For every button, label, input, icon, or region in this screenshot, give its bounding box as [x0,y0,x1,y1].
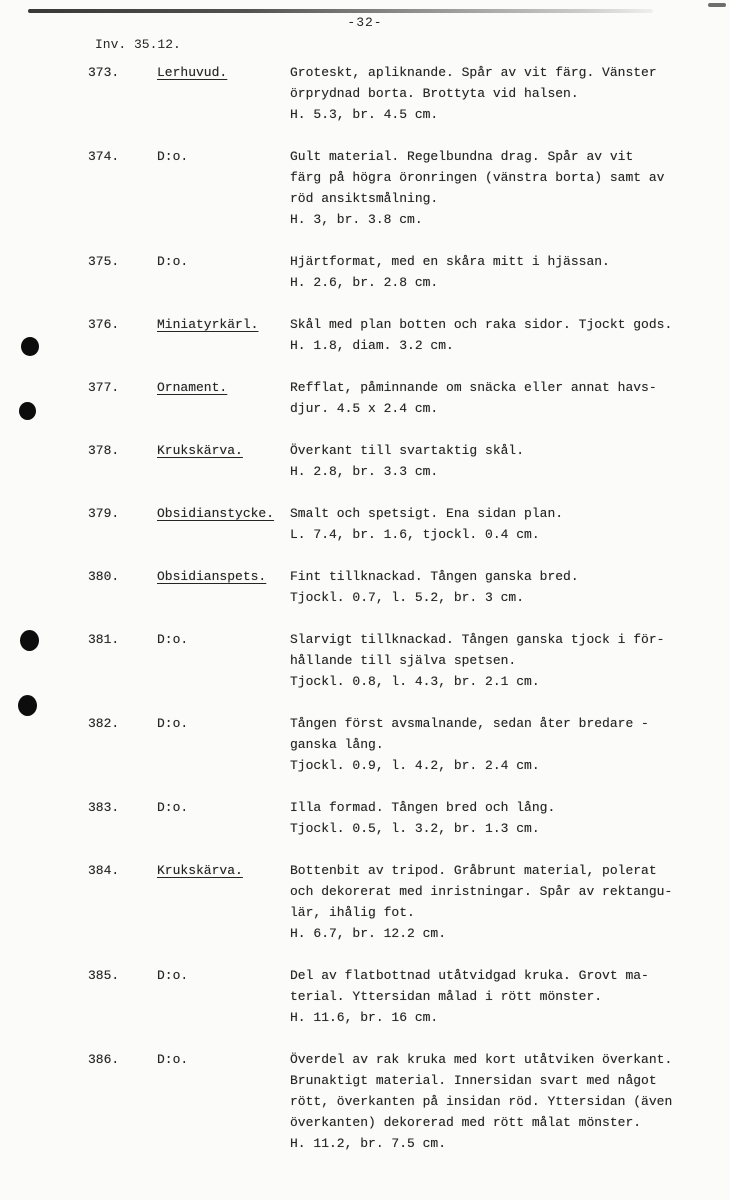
entry-number: 380. [88,569,120,584]
entry-number: 383. [88,800,120,815]
entry-description-line: Överdel av rak kruka med kort utåtviken överkant. [290,1052,673,1067]
catalog-entry [88,566,730,608]
entry-name: Miniatyrkärl. [157,317,259,332]
entry-name: Lerhuvud. [157,65,228,80]
entry-description-line: Hjärtformat, med en skåra mitt i hjässan. [290,254,610,269]
scan-artifact-mark [708,3,726,7]
hole-punch-mark [18,695,37,716]
catalog-entry [88,860,730,944]
entry-description-line: Bottenbit av tripod. Gråbrunt material, polerat [290,863,657,878]
entry-description [290,797,730,839]
entry-description [290,440,730,482]
entry-name: D:o. [157,800,189,815]
entry-number: 382. [88,716,120,731]
entry-description-line: Groteskt, apliknande. Spår av vit färg. Vänster [290,65,657,80]
catalog-entry [88,314,730,356]
entry-description-line: rött, överkanten på insidan röd. Yttersidan (även [290,1094,673,1109]
entry-description-line: Refflat, påminnande om snäcka eller annat havs- [290,380,657,395]
entry-description-line: örprydnad borta. Brottyta vid halsen. [290,86,579,101]
catalog-entry-list [88,62,730,1175]
entry-name: Krukskärva. [157,863,243,878]
entry-number: 373. [88,65,120,80]
entry-name: Obsidianstycke. [157,506,275,521]
entry-number: 375. [88,254,120,269]
entry-description [290,965,730,1028]
entry-name: D:o. [157,968,189,983]
entry-description-line: lär, ihålig fot. [290,905,415,920]
entry-number: 384. [88,863,120,878]
entry-description [290,251,730,293]
entry-description [290,566,730,608]
catalog-entry [88,503,730,545]
entry-description-line: H. 3, br. 3.8 cm. [290,212,423,227]
entry-description [290,503,730,545]
entry-name: Krukskärva. [157,443,243,458]
entry-description [290,377,730,419]
entry-name: D:o. [157,716,189,731]
catalog-entry [88,377,730,419]
entry-description-line: röd ansiktsmålning. [290,191,439,206]
entry-name: Obsidianspets. [157,569,267,584]
entry-description-line: H. 6.7, br. 12.2 cm. [290,926,447,941]
entry-number: 378. [88,443,120,458]
entry-description-line: och dekorerat med inristningar. Spår av rektangu- [290,884,673,899]
entry-number: 379. [88,506,120,521]
entry-description [290,860,730,944]
entry-description-line: H. 2.8, br. 3.3 cm. [290,464,439,479]
entry-name: Ornament. [157,380,228,395]
catalog-entry [88,146,730,230]
catalog-entry [88,251,730,293]
catalog-entry [88,713,730,776]
entry-number: 374. [88,149,120,164]
entry-description [290,314,730,356]
entry-description [290,1049,730,1154]
entry-number: 381. [88,632,120,647]
entry-description-line: L. 7.4, br. 1.6, tjockl. 0.4 cm. [290,527,540,542]
entry-description-line: Skål med plan botten och raka sidor. Tjockt gods. [290,317,673,332]
page-number: -32- [347,15,383,30]
entry-description-line: H. 11.2, br. 7.5 cm. [290,1136,447,1151]
entry-description [290,629,730,692]
entry-description [290,62,730,125]
entry-number: 376. [88,317,120,332]
entry-description [290,146,730,230]
catalog-entry [88,797,730,839]
entry-description-line: djur. 4.5 x 2.4 cm. [290,401,439,416]
entry-description-line: Tjockl. 0.9, l. 4.2, br. 2.4 cm. [290,758,540,773]
entry-name: D:o. [157,632,189,647]
hole-punch-mark [21,337,39,356]
inventory-number: Inv. 35.12. [95,37,181,52]
entry-description-line: H. 5.3, br. 4.5 cm. [290,107,439,122]
entry-description-line: Överkant till svartaktig skål. [290,443,525,458]
hole-punch-mark [19,402,36,420]
entry-description-line: Fint tillknackad. Tången ganska bred. [290,569,579,584]
entry-description-line: H. 11.6, br. 16 cm. [290,1010,439,1025]
entry-description-line: ganska lång. [290,737,384,752]
entry-name: D:o. [157,149,189,164]
catalog-entry [88,62,730,125]
entry-description-line: färg på högra öronringen (vänstra borta) samt av [290,170,665,185]
catalog-entry [88,1049,730,1154]
entry-description-line: H. 1.8, diam. 3.2 cm. [290,338,454,353]
entry-name: D:o. [157,254,189,269]
entry-description-line: Slarvigt tillknackad. Tången ganska tjock i för- [290,632,665,647]
entry-description-line: Tjockl. 0.7, l. 5.2, br. 3 cm. [290,590,525,605]
entry-description-line: Tången först avsmalnande, sedan åter bredare - [290,716,649,731]
entry-number: 385. [88,968,120,983]
entry-number: 386. [88,1052,120,1067]
entry-description-line: Gult material. Regelbundna drag. Spår av vit [290,149,634,164]
entry-description-line: Illa formad. Tången bred och lång. [290,800,556,815]
catalog-entry [88,440,730,482]
entry-description-line: H. 2.6, br. 2.8 cm. [290,275,439,290]
entry-description-line: Brunaktigt material. Innersidan svart med något [290,1073,657,1088]
entry-name: D:o. [157,1052,189,1067]
entry-description-line: överkanten) dekorerad med rött målat mönster. [290,1115,642,1130]
entry-description-line: Smalt och spetsigt. Ena sidan plan. [290,506,564,521]
entry-description-line: hållande till själva spetsen. [290,653,517,668]
entry-number: 377. [88,380,120,395]
catalog-entry [88,965,730,1028]
entry-description-line: Del av flatbottnad utåtvidgad kruka. Grovt ma- [290,968,649,983]
hole-punch-mark [20,630,39,651]
entry-description-line: Tjockl. 0.8, l. 4.3, br. 2.1 cm. [290,674,540,689]
entry-description-line: terial. Yttersidan målad i rött mönster. [290,989,603,1004]
catalog-entry [88,629,730,692]
entry-description [290,713,730,776]
entry-description-line: Tjockl. 0.5, l. 3.2, br. 1.3 cm. [290,821,540,836]
